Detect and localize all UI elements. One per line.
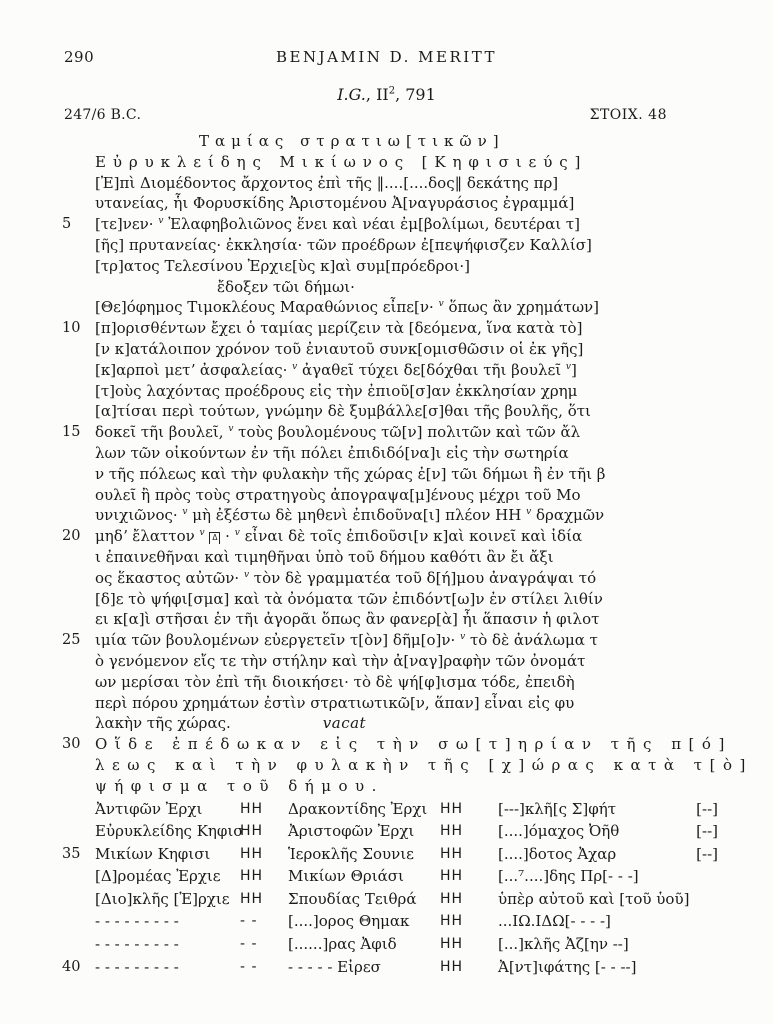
text-segment: ὸ γενόμενον εἴς τε τὴν στήλην καὶ τὴν ἀ[ναγ]ραφὴν τῶν ὀνομάτ [95, 651, 586, 670]
stoichedon-label: ΣΤΟΙΧ. 48 [589, 107, 667, 123]
text-line [95, 193, 773, 214]
donation-amount [666, 865, 773, 888]
donor-name: [....]όμαχος Ὀῆθ [498, 822, 620, 841]
vacat-mark: v [243, 569, 250, 580]
text-line [62, 734, 773, 755]
line-number: 15 [62, 424, 81, 441]
donation-amount: ΗΗ [440, 800, 464, 817]
donor-name: - - - - - - - - - [95, 935, 179, 954]
donation-amount [666, 956, 773, 979]
text-line [95, 693, 773, 714]
donor-name: - - - - - - - - - [95, 912, 179, 931]
text-line [95, 173, 773, 194]
author-name: BENJAMIN D. MERITT [276, 48, 497, 66]
text-line [62, 526, 773, 547]
table-row [95, 888, 773, 911]
vacat-mark: v [234, 528, 240, 539]
donor-name: [---]κλῆ[ς Σ]φήτ [498, 799, 617, 818]
page-number: 290 [64, 48, 95, 66]
text-segment: δοκεῖ τῆι βουλεῖ, [95, 423, 229, 442]
donor-name: Ἀριστοφῶν Ἐρχι [288, 822, 415, 841]
text-line [95, 485, 773, 506]
text-segment: [δ]ε τὸ ψήφι[σμα] καὶ τὰ ὀνόματα τῶν ἐπιδόντ[ω]ν ἐν στίλει λιθίν [95, 589, 603, 608]
text-segment: · [220, 527, 235, 546]
text-line [95, 360, 773, 381]
donor-name: Σπουδίας Τειθρά [288, 889, 417, 908]
text-line [95, 609, 773, 630]
text-line [95, 297, 773, 318]
text-segment: υτανείας, ἧι Φορυσκίδης Ἀριστομένου Ἀ[ναγυράσιος ἐγραμμά] [95, 194, 575, 213]
text-segment: τοὺς βουλομένους τῶ[ν] πολιτῶν καὶ τῶν ἄλ [233, 423, 581, 442]
text-segment: δραχμῶν [531, 506, 605, 525]
text-segment: περὶ πόρου χρημάτων ἐστὶν στρατιωτικῶ[ν, ἅπαν] εἶναι εἰς φυ [95, 693, 575, 712]
text-line [95, 401, 773, 422]
text-line [95, 339, 773, 360]
table-row [95, 865, 773, 888]
text-line [95, 776, 773, 797]
donor-name: [...]κλῆς Ἀζ[ην --] [498, 935, 629, 954]
running-head [0, 48, 773, 68]
donation-amount: ΗΗ [440, 890, 464, 907]
line-number: 40 [62, 958, 81, 975]
donation-amount: ΗΗ [440, 823, 464, 840]
text-segment: εἶναι δὲ τοῖς ἐπιδοῦσι[ν κ]αὶ κοινεῖ καὶ ἰδία [239, 527, 583, 546]
text-segment: ὅπως ἂν χρημάτων] [443, 298, 600, 317]
text-segment: [α]τίσαι περὶ τούτων, γνώμην δὲ ξυμβάλλε[σ]θαι τῆς βουλῆς, ὅτι [95, 402, 591, 421]
text-segment: ος ἕκαστος αὐτῶν· [95, 568, 244, 587]
donor-name: Μικίων Θριάσι [288, 867, 404, 886]
text-line [95, 547, 773, 568]
text-line [95, 713, 773, 734]
text-segment: ψήφισμα τοῦ δήμου. [95, 776, 384, 795]
line-number: 10 [62, 320, 81, 337]
line-number: 30 [62, 736, 81, 753]
text-line [62, 214, 773, 235]
donor-table [62, 798, 773, 979]
text-line [95, 651, 773, 672]
vacat-mark: v [228, 424, 234, 435]
text-line [95, 568, 773, 589]
text-segment: ] [571, 360, 577, 379]
text-line [62, 422, 773, 443]
text-segment: ιμία τῶν βουλομένων εὐεργετεῖν τ[ὸν] δῆμ[ο]ν· [95, 631, 461, 650]
donation-amount: ΗΗ [440, 868, 464, 885]
donation-amount [666, 910, 773, 933]
title-superscript: 2 [388, 85, 396, 97]
donor-name: Ἱεροκλῆς Σουνιε [288, 844, 414, 863]
title-italic-part: I.G. [337, 85, 366, 104]
donor-name: ...ΙΩ.ΙΔΩ[- - - -] [498, 912, 611, 931]
table-row [62, 843, 773, 866]
text-line [62, 318, 773, 339]
vacat-mark: v [199, 528, 205, 539]
donor-name: - - - - - Εἰρεσ [288, 957, 381, 976]
text-segment: Εὐρυκλείδης Μικίωνος [Κηφισιεύς] [95, 152, 588, 171]
text-line [95, 589, 773, 610]
greek-text-block [62, 131, 773, 797]
text-segment: ἀγαθεῖ τύχει δε[δόχθαι τῆι βουλεῖ [297, 360, 566, 379]
table-row [95, 910, 773, 933]
donation-amount: ΗΗ [440, 958, 464, 975]
donation-amount: ΗΗ [240, 800, 264, 817]
text-segment: υνιχιῶνος· [95, 506, 183, 525]
donor-name: Ἀ[ντ]ιφάτης [- - --] [498, 957, 637, 976]
text-segment: [τε]νεν· [95, 215, 159, 234]
donation-amount: ΗΗ [240, 845, 264, 862]
text-segment: [π]ορισθέντων ἔχει ὁ ταμίας μερίζειν τὰ [δεόμενα, ἵνα κατὰ τὸ] [95, 319, 583, 338]
donation-amount: - - [240, 913, 258, 930]
donation-amount [666, 933, 773, 956]
text-line [199, 131, 773, 152]
donor-name: Δρακοντίδης Ἐρχι [288, 799, 428, 818]
donor-name: Μικίων Κηφισι [95, 844, 211, 863]
text-segment: ει κ[α]ὶ στῆσαι ἐν τῆι ἀγορᾶι ὅπως ἂν φανερ[ὰ] ἦι ἅπασιν ἡ φιλοτ [95, 610, 600, 629]
line-number: 5 [62, 216, 72, 233]
vacat-mark: v [158, 216, 164, 227]
donation-amount: [--] [696, 822, 718, 841]
title-tail-part: , 791 [395, 85, 436, 104]
donation-amount: ΗΗ [240, 868, 264, 885]
text-segment: μὴ ἐξέστω δὲ μηθενὶ ἐπιδοῦνα[ι] πλέον ΗΗ [187, 506, 527, 525]
text-line [95, 464, 773, 485]
vacat-mark: v [460, 632, 466, 643]
text-segment: ν τῆς πόλεως καὶ τὴν φυλακὴν τῆς χώρας ἐ[ν] τῶι δήμωι ἢ ἐν τῆι β [95, 464, 606, 483]
text-line [95, 256, 773, 277]
text-segment: τὸν δὲ γραμματέα τοῦ δ[ή]μου ἀναγράψαι τό [249, 568, 597, 587]
donation-amount: [--] [696, 799, 718, 818]
donation-amount: ΗΗ [440, 936, 464, 953]
donor-name: [Διο]κλῆς [Ἐ]ρχιε [95, 889, 230, 908]
text-segment: [ῆς] πρυτανείας· ἐκκλησία· τῶν προέδρων ἐ[πεψήφισζεν Καλλίσ] [95, 235, 592, 254]
text-segment: [Ἐ]πὶ Διομέδοντος ἄρχοντος ἐπὶ τῆς ‖....[....δος‖ δεκάτης πρ] [95, 173, 559, 192]
vacat-mark: v [292, 361, 298, 372]
text-segment: μηδʼ ἔλαττον [95, 527, 200, 546]
donation-amount [666, 888, 773, 911]
text-segment: Οἵδε ἐπέδωκαν εἰς τὴν σω[τ]ηρίαν τῆς π[ό] [95, 735, 732, 754]
donation-amount: - - [240, 958, 258, 975]
donor-name: [....]δοτος Ἀχαρ [498, 844, 617, 863]
donor-name: [....]ορος Θημακ [288, 912, 410, 931]
acrophonic-fifty-symbol: Δ [209, 532, 220, 544]
donor-name: [Δ]ρομέας Ἐρχιε [95, 867, 221, 886]
table-row [95, 820, 773, 843]
vacat-mark: v [565, 361, 572, 372]
text-segment: [τρ]ατος Τελεσίνου Ἐρχιε[ὺς κ]αὶ συμ[πρόεδροι·] [95, 256, 470, 275]
line-number: 20 [62, 528, 81, 545]
line-number: 35 [62, 845, 81, 862]
donation-amount: - - [240, 936, 258, 953]
line-number: 25 [62, 632, 81, 649]
text-segment: λεως καὶ τὴν φυλακὴν τῆς [χ]ώρας κατὰ τ[ὸ] [95, 755, 753, 774]
donor-name: [......]ρας Ἀφιδ [288, 935, 397, 954]
text-segment: τὸ δὲ ἀνάλωμα τ [465, 631, 598, 650]
text-segment: ἔδοξεν τῶι δήμωι· [217, 277, 355, 296]
donation-amount: ΗΗ [240, 823, 264, 840]
text-line [62, 630, 773, 651]
donation-amount: [--] [696, 844, 718, 863]
donation-amount: ΗΗ [440, 845, 464, 862]
donor-name: [...⁷....]δης Πρ[- - -] [498, 867, 639, 886]
donation-amount: ΗΗ [440, 913, 464, 930]
text-segment: ι ἐπαινεθῆναι καὶ τιμηθῆναι ὑπὸ τοῦ δήμου καθότι ἂν ἔι ἄξι [95, 547, 554, 566]
table-row [95, 798, 773, 821]
vacat-label: vacat [322, 714, 367, 733]
meta-line [0, 107, 773, 125]
text-segment: ουλεῖ ἢ πρὸς τοὺς στρατηγοὺς ἀπογραψα[μ]ένους μέχρι τοῦ Μο [95, 485, 581, 504]
text-line [217, 277, 773, 298]
text-segment: [ν κ]ατάλοιπον χρόνον τοῦ ἐνιαυτοῦ συνκ[ομισθῶσιν οἱ ἐκ γῆς] [95, 339, 584, 358]
text-segment: [Θε]όφημος Τιμοκλέους Μαραθώνιος εἶπε[ν· [95, 298, 439, 317]
vacat-mark: v [438, 299, 444, 310]
text-segment: ων μερίσαι τὸν ἐπὶ τῆι διοικήσει· τὸ δὲ ψή[φ]ισμα τόδε, ἐπειδὴ [95, 672, 575, 691]
text-segment: λων τῶν οἰκούντων ἐν τῆι πόλει ἐπιδιδό[να]ι εἰς τὴν σωτηρία [95, 443, 569, 462]
text-line [95, 152, 773, 173]
donor-name: ὑπὲρ αὐτοῦ καὶ [τοῦ ὑοῦ] [498, 889, 690, 908]
donor-name: Ἀντιφῶν Ἐρχι [95, 799, 203, 818]
table-row [95, 933, 773, 956]
vacat-mark: v [182, 507, 188, 518]
text-line [95, 443, 773, 464]
text-segment: Ταμίας στρατιω[τικῶν] [199, 132, 505, 150]
vacat-mark: v [526, 507, 532, 518]
title-mid-part: , II [365, 85, 389, 104]
donor-name: - - - - - - - - - [95, 957, 179, 976]
donor-name: Εὐρυκλείδης Κηφισ [95, 822, 244, 841]
text-segment: [κ]αρποὶ μετʼ ἀσφαλείας· [95, 360, 293, 379]
table-row [62, 956, 773, 979]
donation-amount: ΗΗ [240, 890, 264, 907]
text-segment: Ἐλαφηβολιῶνος ἕνει καὶ νέαι ἐμ[βολίμωι, δευτέραι τ] [163, 215, 581, 234]
text-line [95, 505, 773, 526]
text-line [95, 755, 773, 776]
inscription-title [0, 85, 773, 104]
text-line [95, 381, 773, 402]
text-line [95, 672, 773, 693]
text-segment: λακὴν τῆς χώρας. [95, 714, 231, 733]
text-segment: [τ]οὺς λαχόντας προέδρους εἰς τὴν ἐπιοῦ[σ]αν ἐκκλησίαν χρημ [95, 381, 578, 400]
text-line [95, 235, 773, 256]
date-label: 247/6 B.C. [64, 107, 142, 123]
